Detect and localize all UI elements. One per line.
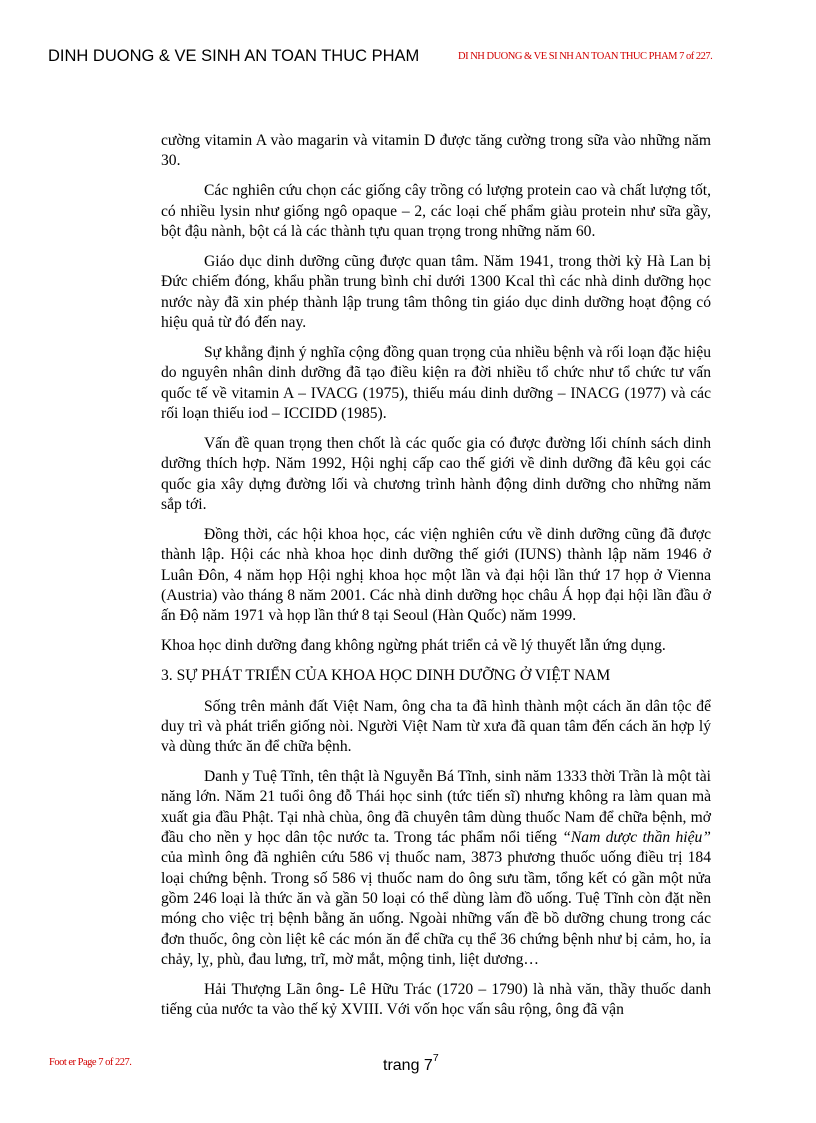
paragraph: Khoa học dinh dưỡng đang không ngừng phát triển cả về lý thuyết lẫn ứng dụng.: [161, 637, 666, 655]
document-body: [161, 131, 711, 1030]
paragraph-text: Danh y Tuệ Tĩnh, tên thật là Nguyễn Bá Tĩnh, sinh năm 1333 thời Trần là một tài năng lớn. Năm 21 tuổi ông đỗ Thái học sinh (tức tiến sĩ) nhưng không ra làm quan mà xuất gia đầu Phật. Tại nhà chùa, ông đã chuyên tâm dùng thuốc Nam để chữa bệnh, mở đầu cho nền y học dân tộc nước ta. Trong tác phẩm nổi tiếng: [161, 768, 711, 847]
paragraph: Sống trên mảnh đất Việt Nam, ông cha ta đã hình thành một cách ăn dân tộc để duy trì và phát triển giống nòi. Người Việt Nam từ xưa đã quan tâm đến cách ăn hợp lý và dùng thức ăn để chữa bệnh.: [161, 697, 711, 756]
paragraph: [161, 767, 711, 970]
paragraph: Vấn đề quan trọng then chốt là các quốc gia có được đường lối chính sách dinh dưỡng thích hợp. Năm 1992, Hội nghị cấp cao thế giới về dinh dưỡng đã kêu gọi các quốc gia xây dựng đường lối và chương trình hành động dinh dưỡng cho những năm sắp tới.: [161, 435, 711, 513]
paragraph: Đồng thời, các hội khoa học, các viện nghiên cứu về dinh dưỡng cũng đã được thành lập. Hội các nhà khoa học dinh dưỡng thế giới (IUNS) thành lập năm 1946 ở Luân Đôn, 4 năm họp Hội nghị khoa học một lần và đại hội lần thứ 17 họp ở Vienna (Austria) vào tháng 8 năm 2001. Các nhà dinh dưỡng học châu Á họp đại hội lần đầu ở ấn Độ năm 1971 và họp lần thứ 8 tại Seoul (Hàn Quốc) năm 1999.: [161, 526, 711, 625]
page-number-label: trang 7: [383, 1057, 433, 1074]
paragraph: Hải Thượng Lãn ông- Lê Hữu Trác (1720 – 1790) là nhà văn, thầy thuốc danh tiếng của nước ta vào thế kỷ XVIII. Với vốn học vấn sâu rộng, ông đã vận: [161, 980, 711, 1019]
paragraph: Sự khẳng định ý nghĩa cộng đồng quan trọng của nhiều bệnh và rối loạn đặc hiệu do nguyên nhân dinh dưỡng đã tạo điều kiện ra đời nhiều tổ chức như tổ chức tư vấn quốc tế về vitamin A – IVACG (1975), thiếu máu dinh dưỡng – INACG (1977) và các rối loạn thiếu iod – ICCIDD (1985).: [161, 344, 711, 422]
paragraph: Các nghiên cứu chọn các giống cây trồng có lượng protein cao và chất lượng tốt, có nhiều lysin như giống ngô opaque – 2, các loại chế phẩm giàu protein như sữa gầy, bột đậu nành, bột cá là các thành tựu quan trọng trong những năm 60.: [161, 182, 711, 240]
page-number: [383, 1052, 439, 1075]
footer-page-ref: Foot er Page 7 of 227.: [49, 1057, 132, 1068]
paragraph: cường vitamin A vào magarin và vitamin D được tăng cường trong sữa vào những năm 30.: [161, 132, 711, 170]
book-title: “Nam dược thần hiệu”: [562, 829, 711, 847]
paragraph: Giáo dục dinh dưỡng cũng được quan tâm. Năm 1941, trong thời kỳ Hà Lan bị Đức chiếm đóng, khẩu phần trung bình chỉ dưới 1300 Kcal thì các nhà dinh dưỡng học nước này đã xin phép thành lập trung tâm thông tin giáo dục dinh dưỡng hoạt động có hiệu quả từ đó đến nay.: [161, 253, 711, 331]
page-number-superscript: 7: [432, 1052, 439, 1064]
section-heading: 3. SỰ PHÁT TRIỂN CỦA KHOA HỌC DINH DƯỠNG Ở VIỆT NAM: [161, 667, 611, 685]
running-header-page-ref: DI NH DUONG & VE SI NH AN TOAN THUC PHAM 7 of 227.: [458, 51, 713, 62]
running-header-title: DINH DUONG & VE SINH AN TOAN THUC PHAM: [48, 47, 420, 65]
paragraph-text: của mình ông đã nghiên cứu 586 vị thuốc nam, 3873 phương thuốc uống điều trị 184 loại chứng bệnh. Trong số 586 vị thuốc nam do ông sưu tầm, tổng kết có gần một nửa gồm 246 loại là thức ăn và gần 50 loại có thể dùng làm đồ uống. Tuệ Tĩnh còn đặt nền móng cho việc trị bệnh bằng ăn uống. Ngoài những vấn đề bồ dưỡng chung trong các đơn thuốc, ông còn liệt kê các món ăn để chữa cụ thể 36 chứng bệnh như bị cảm, ho, ỉa chảy, lỵ, phù, đau lưng, trĩ, mờ mắt, mộng tinh, liệt dương…: [161, 849, 711, 968]
